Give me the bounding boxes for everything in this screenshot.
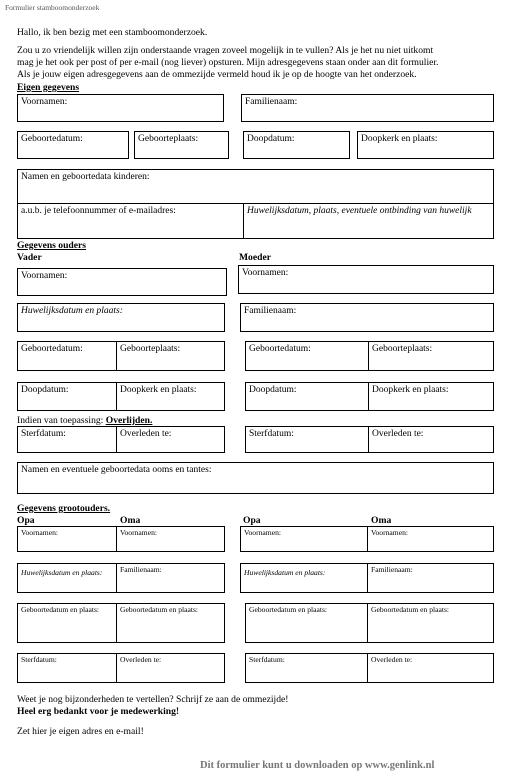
opa-moeder-huwelijk-field[interactable] bbox=[240, 563, 368, 593]
field-label: Geboorteplaats: bbox=[120, 344, 181, 354]
ooms-tantes-field[interactable] bbox=[17, 462, 494, 494]
opa-heading-left: Opa bbox=[17, 515, 35, 526]
eigen-kinderen-field[interactable] bbox=[17, 169, 494, 204]
field-label: Voornamen: bbox=[21, 528, 58, 537]
field-label: Doopkerk en plaats: bbox=[120, 385, 197, 395]
field-label: Sterfdatum: bbox=[249, 655, 285, 664]
vader-huwelijk-field[interactable] bbox=[17, 303, 225, 332]
moeder-sterfdatum-field[interactable] bbox=[245, 426, 369, 453]
opa-moeder-voornamen-field[interactable] bbox=[240, 526, 368, 552]
eigen-huwelijk-field[interactable] bbox=[243, 203, 494, 239]
vader-sterfdatum-field[interactable] bbox=[17, 426, 117, 453]
field-label: Geboortedatum en plaats: bbox=[21, 605, 100, 614]
download-note: Dit formulier kunt u downloaden op www.genlink.nl bbox=[200, 760, 435, 771]
section-title-ouders: Gegevens ouders bbox=[17, 240, 87, 251]
moeder-heading: Moeder bbox=[239, 252, 271, 263]
eigen-doopdatum-field[interactable] bbox=[243, 131, 350, 159]
vader-heading: Vader bbox=[17, 252, 42, 263]
field-label: Overleden te: bbox=[120, 655, 162, 664]
oma-vader-familienaam-field[interactable] bbox=[116, 563, 225, 593]
oma-vader-overleden-te-field[interactable] bbox=[116, 653, 225, 683]
field-label: Geboortedatum en plaats: bbox=[371, 605, 450, 614]
field-label: Doopkerk en plaats: bbox=[361, 134, 438, 144]
field-label: Namen en eventuele geboortedata ooms en tantes: bbox=[21, 465, 212, 475]
eigen-geboorteplaats-field[interactable] bbox=[134, 131, 229, 159]
moeder-doopkerk-field[interactable] bbox=[368, 382, 494, 411]
vader-overleden-te-field[interactable] bbox=[116, 426, 225, 453]
eigen-familienaam-field[interactable] bbox=[241, 94, 494, 122]
field-label: Geboortedatum en plaats: bbox=[120, 605, 199, 614]
opa-moeder-sterfdatum-field[interactable] bbox=[245, 653, 368, 683]
field-label: Familienaam: bbox=[371, 565, 413, 574]
intro-line-2: mag je het ook per post of per e-mail (nog liever) opsturen. Mijn adresgegevens staan onder aan dit formulier. bbox=[17, 57, 439, 68]
footer-note-1: Weet je nog bijzonderheden te vertellen? Schrijf ze aan de ommezijde! bbox=[17, 694, 289, 705]
field-label: Sterfdatum: bbox=[21, 655, 57, 664]
field-label: Familienaam: bbox=[245, 97, 298, 107]
oma-moeder-familienaam-field[interactable] bbox=[367, 563, 494, 593]
intro-line-3: Als je jouw eigen adresgegevens aan de ommezijde vermeld houd ik je op de hoogte van het onderzoek. bbox=[17, 69, 417, 80]
moeder-geboorteplaats-field[interactable] bbox=[368, 341, 494, 371]
field-label: Huwelijksdatum en plaats: bbox=[21, 568, 103, 577]
field-label: Huwelijksdatum en plaats: bbox=[21, 306, 123, 316]
oma-vader-geboorte-field[interactable] bbox=[116, 603, 225, 643]
field-label: Sterfdatum: bbox=[249, 429, 294, 439]
opa-vader-voornamen-field[interactable] bbox=[17, 526, 117, 552]
field-label: Doopdatum: bbox=[21, 385, 69, 395]
vader-doopkerk-field[interactable] bbox=[116, 382, 225, 411]
field-label: Geboortedatum en plaats: bbox=[249, 605, 328, 614]
field-label: Voornamen: bbox=[21, 97, 68, 107]
field-label: Doopdatum: bbox=[247, 134, 295, 144]
field-label: Doopkerk en plaats: bbox=[372, 385, 449, 395]
oma-vader-voornamen-field[interactable] bbox=[116, 526, 225, 552]
field-label: Familienaam: bbox=[244, 306, 297, 316]
eigen-geboortedatum-field[interactable] bbox=[17, 131, 129, 159]
moeder-doopdatum-field[interactable] bbox=[245, 382, 369, 411]
field-label: Voornamen: bbox=[120, 528, 157, 537]
eigen-doopkerk-field[interactable] bbox=[357, 131, 494, 159]
opa-vader-geboorte-field[interactable] bbox=[17, 603, 117, 643]
section-title-eigen: Eigen gegevens bbox=[17, 82, 80, 93]
opa-moeder-geboorte-field[interactable] bbox=[245, 603, 368, 643]
opa-vader-huwelijk-field[interactable] bbox=[17, 563, 117, 593]
field-label: Geboortedatum: bbox=[21, 134, 83, 144]
field-label: Overleden te: bbox=[372, 429, 424, 439]
intro-line-1: Zou u zo vriendelijk willen zijn onderstaande vragen zoveel mogelijk in te vullen? Als je het nu niet uitkomt bbox=[17, 45, 434, 56]
field-label: Huwelijksdatum en plaats: bbox=[244, 568, 326, 577]
moeder-familienaam-field[interactable] bbox=[240, 303, 494, 332]
field-label: Voornamen: bbox=[21, 271, 68, 281]
field-label: Overleden te: bbox=[371, 655, 413, 664]
oma-heading-left: Oma bbox=[120, 515, 141, 526]
section-title-grootouders: Gegevens grootouders. bbox=[17, 503, 111, 514]
moeder-geboortedatum-field[interactable] bbox=[245, 341, 369, 371]
field-label: Geboortedatum: bbox=[249, 344, 311, 354]
overlijden-note bbox=[17, 415, 152, 426]
vader-voornamen-field[interactable] bbox=[17, 268, 227, 296]
greeting: Hallo, ik ben bezig met een stamboomonderzoek. bbox=[17, 27, 208, 38]
oma-heading-right: Oma bbox=[371, 515, 392, 526]
eigen-voornamen-field[interactable] bbox=[17, 94, 224, 122]
oma-moeder-voornamen-field[interactable] bbox=[367, 526, 494, 552]
footer-thanks: Heel erg bedankt voor je medewerking! bbox=[17, 706, 180, 717]
vader-geboorteplaats-field[interactable] bbox=[116, 341, 225, 371]
page-header: Formulier stamboomonderzoek bbox=[5, 3, 100, 12]
field-label: Voornamen: bbox=[242, 268, 289, 278]
field-label: Voornamen: bbox=[244, 528, 281, 537]
opa-heading-right: Opa bbox=[243, 515, 261, 526]
footer-address-prompt: Zet hier je eigen adres en e-mail! bbox=[17, 726, 144, 737]
field-label: Huwelijksdatum, plaats, eventuele ontbinding van huwelijk bbox=[247, 206, 472, 216]
overlijden-prefix: Indien van toepassing: bbox=[17, 415, 104, 426]
overlijden-heading: Overlijden. bbox=[105, 415, 153, 426]
field-label: Namen en geboortedata kinderen: bbox=[21, 172, 150, 182]
moeder-voornamen-field[interactable] bbox=[238, 265, 494, 294]
field-label: Geboorteplaats: bbox=[138, 134, 199, 144]
field-label: a.u.b. je telefoonnummer of e-mailadres: bbox=[21, 206, 176, 216]
field-label: Geboorteplaats: bbox=[372, 344, 433, 354]
field-label: Sterfdatum: bbox=[21, 429, 66, 439]
vader-doopdatum-field[interactable] bbox=[17, 382, 117, 411]
eigen-telefoon-field[interactable] bbox=[17, 203, 244, 239]
field-label: Doopdatum: bbox=[249, 385, 297, 395]
vader-geboortedatum-field[interactable] bbox=[17, 341, 117, 371]
field-label: Overleden te: bbox=[120, 429, 172, 439]
field-label: Geboortedatum: bbox=[21, 344, 83, 354]
moeder-overleden-te-field[interactable] bbox=[368, 426, 494, 453]
field-label: Voornamen: bbox=[371, 528, 408, 537]
oma-moeder-geboorte-field[interactable] bbox=[367, 603, 494, 643]
oma-moeder-overleden-te-field[interactable] bbox=[367, 653, 494, 683]
opa-vader-sterfdatum-field[interactable] bbox=[17, 653, 117, 683]
field-label: Familienaam: bbox=[120, 565, 162, 574]
